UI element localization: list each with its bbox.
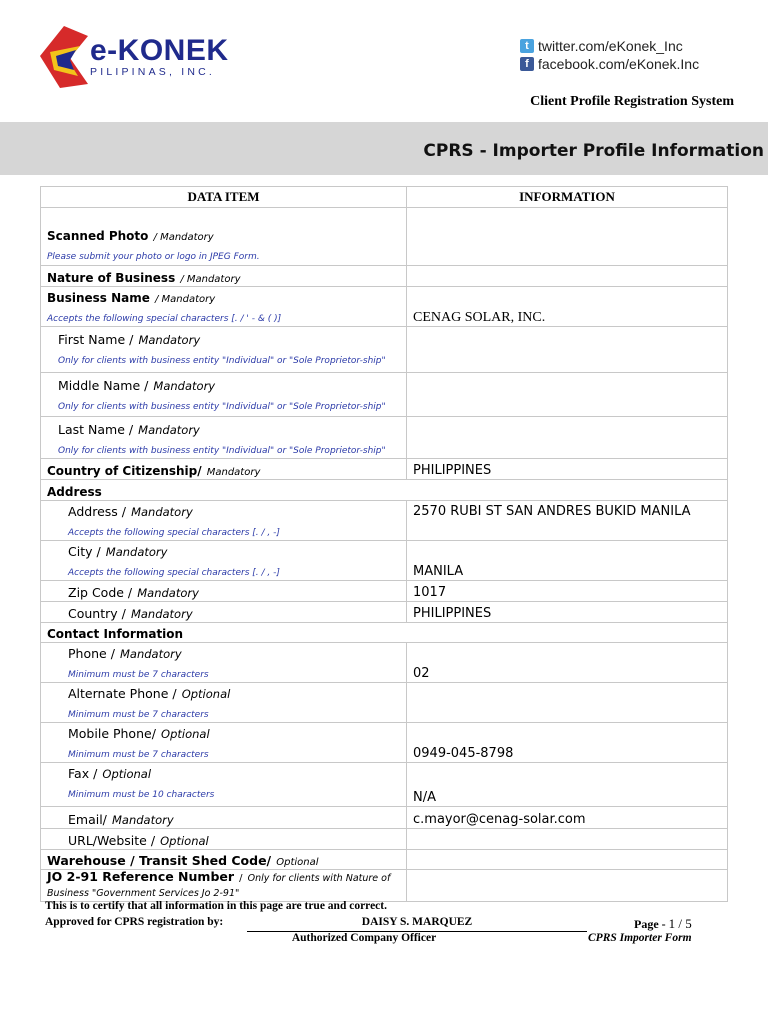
row-scanned-photo [41,208,728,266]
value-fax[interactable]: N/A [407,763,728,807]
value-city[interactable]: MANILA [407,541,728,581]
logo-subtitle: PILIPINAS, INC. [90,66,216,78]
req-first-name: Mandatory [138,333,201,347]
page-indicator [634,916,692,932]
approved-label: Approved for CPRS registration by: [45,916,224,928]
profile-table [40,186,728,902]
page-label: Page - [634,917,666,931]
label-city: City / [68,544,101,559]
facebook-icon: f [520,57,534,71]
officer-title: Authorized Company Officer [291,932,437,944]
page-title: CPRS - Importer Profile Information [423,141,764,161]
req-scanned-photo: / Mandatory [153,232,214,243]
req-phone: Mandatory [120,647,182,661]
logo-wordmark: e-KONEK [90,34,229,67]
certification-statement: This is to certify that all information in this page are true and correct. [45,900,387,912]
table-header-row [41,187,728,208]
label-fax: Fax / [68,766,98,781]
twitter-icon: t [520,39,534,53]
req-alt-phone: Optional [181,687,231,701]
label-address: Address / [68,504,126,519]
row-country [41,602,728,623]
value-country[interactable]: PHILIPPINES [407,602,728,623]
row-phone [41,643,728,683]
label-phone: Phone / [68,646,115,661]
row-city [41,541,728,581]
note-business-name: Accepts the following special characters [. / ' - & ( )] [47,314,282,324]
note-first-name: Only for clients with business entity "Individual" or "Sole Proprietor-ship" [58,356,386,366]
label-warehouse: Warehouse / Transit Shed Code/ [47,853,272,868]
value-last-name[interactable] [407,417,728,459]
value-business-name[interactable]: CENAG SOLAR, INC. [407,287,728,327]
row-alt-phone [41,683,728,723]
row-zip [41,581,728,602]
value-first-name[interactable] [407,327,728,373]
twitter-handle: twitter.com/eKonek_Inc [538,38,683,54]
row-address [41,501,728,541]
req-city: Mandatory [105,545,168,559]
value-scanned-photo[interactable] [407,208,728,266]
value-citizenship[interactable]: PHILIPPINES [407,459,728,480]
note-alt-phone: Minimum must be 7 characters [68,710,209,720]
column-header-data-item: DATA ITEM [41,187,407,208]
label-jo-reference: JO 2-91 Reference Number [47,869,235,884]
req-nature-business: / Mandatory [180,274,241,285]
twitter-link[interactable] [520,38,683,54]
value-zip[interactable]: 1017 [407,581,728,602]
row-jo-reference [41,870,728,902]
req-jo-reference: / [239,873,243,884]
label-alt-phone: Alternate Phone / [68,686,177,701]
req-country: Mandatory [130,607,193,621]
row-nature-business [41,266,728,287]
row-middle-name [41,373,728,417]
label-first-name: First Name / [58,332,134,347]
note-last-name: Only for clients with business entity "Individual" or "Sole Proprietor-ship" [58,446,386,456]
value-warehouse[interactable] [407,850,728,870]
note-mobile: Minimum must be 7 characters [68,750,209,760]
note-address: Accepts the following special characters [. / , -] [68,528,280,538]
row-last-name [41,417,728,459]
label-nature-business: Nature of Business [47,271,176,285]
section-address [41,480,728,501]
row-warehouse [41,850,728,870]
company-logo-icon [40,26,88,88]
label-mobile: Mobile Phone/ [68,726,156,741]
req-middle-name: Mandatory [153,379,216,393]
label-country: Country / [68,606,126,621]
req-address: Mandatory [131,505,193,519]
label-scanned-photo: Scanned Photo [47,229,149,243]
note-scanned-photo: Please submit your photo or logo in JPEG Form. [47,252,260,262]
label-middle-name: Middle Name / [58,378,149,393]
row-url [41,829,728,850]
section-title-address: Address [47,484,102,499]
note-fax: Minimum must be 10 characters [68,790,215,800]
facebook-link[interactable] [520,56,699,72]
form-name: CPRS Importer Form [588,932,692,944]
label-citizenship: Country of Citizenship/ [47,464,202,478]
page-number: 1 / 5 [668,916,692,931]
system-title: Client Profile Registration System [530,94,734,109]
note-phone: Minimum must be 7 characters [68,670,209,680]
row-fax [41,763,728,807]
note-jo-reference: Only for clients with Nature of Business "Government Services Jo 2-91" [47,873,391,899]
officer-name: DAISY S. MARQUEZ [361,916,473,928]
row-citizenship [41,459,728,480]
label-zip: Zip Code / [68,585,133,600]
req-last-name: Mandatory [138,423,200,437]
req-email: Mandatory [112,813,174,827]
note-city: Accepts the following special characters [. / , -] [68,568,280,578]
value-middle-name[interactable] [407,373,728,417]
row-mobile [41,723,728,763]
req-zip: Mandatory [137,586,199,600]
facebook-handle: facebook.com/eKonek.Inc [538,56,700,72]
value-url[interactable] [407,829,728,850]
label-email: Email/ [68,812,107,827]
req-business-name: / Mandatory [154,294,216,305]
section-contact [41,623,728,643]
row-email [41,807,728,829]
label-last-name: Last Name / [58,422,134,437]
value-address[interactable]: 2570 RUBI ST SAN ANDRES BUKID MANILA [407,501,728,541]
value-jo-reference[interactable] [407,870,728,902]
req-fax: Optional [102,767,152,781]
column-header-information: INFORMATION [407,187,728,208]
section-title-contact: Contact Information [47,627,184,641]
value-email[interactable]: c.mayor@cenag-solar.com [407,807,728,829]
row-business-name [41,287,728,327]
label-url: URL/Website / [68,833,156,848]
req-url: Optional [160,834,209,848]
req-citizenship: Mandatory [206,467,261,478]
value-mobile[interactable]: 0949-045-8798 [407,723,728,763]
label-business-name: Business Name [47,291,150,305]
req-mobile: Optional [161,727,210,741]
note-middle-name: Only for clients with business entity "Individual" or "Sole Proprietor-ship" [58,402,386,412]
value-nature-business[interactable] [407,266,728,287]
req-warehouse: Optional [276,857,319,868]
value-alt-phone[interactable] [407,683,728,723]
row-first-name [41,327,728,373]
value-phone[interactable]: 02 [407,643,728,683]
